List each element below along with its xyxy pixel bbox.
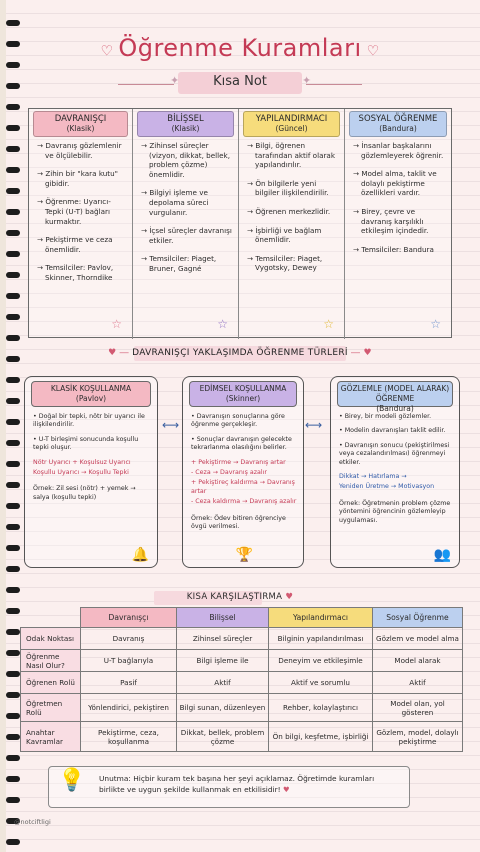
binding-ring [6,671,20,677]
comparison-cell: Gözlem ve model alma [373,628,463,650]
learning-type-point [33,436,151,453]
comparison-cell: Model olan, yol gösteren [373,694,463,722]
theory-point [353,207,447,236]
comparison-cell: Zihinsel süreçler [177,628,269,650]
theory-tag: (Klasik) [171,124,200,133]
binding-ring [6,482,20,488]
spiral-binding [6,0,20,852]
learning-type-tag: (Skinner) [225,394,261,403]
binding-ring [6,650,20,656]
bullet-icon: • [191,413,197,420]
theory-header [243,111,340,137]
binding-ring [6,272,20,278]
theory-point-text: Bilgiyi işleme ve depolama süreci vurgulanır. [149,188,209,217]
learning-type-example: Örnek: Ödev bitiren öğrenciye övgü verilmesi. [191,514,286,531]
author-handle: @notciftligi [14,818,51,826]
arrow-icon: → [141,141,150,150]
learning-type-name: GÖZLEMLE (MODEL ALARAK) ÖĞRENME [340,384,450,403]
learning-type-diagram [191,459,297,507]
comparison-cell: Ön bilgi, keşfetme, işbirliği [269,722,373,752]
learning-type-header [31,381,151,407]
learning-type-point-text: Sonuçlar davranışın gelecekte tekrarlanma olasılığını belirler. [191,435,292,452]
heart-icon: ― ♥ [351,348,372,358]
binding-ring [6,755,20,761]
theory-point [37,169,128,188]
learning-type-body [33,413,151,508]
star-icon: ☆ [217,317,228,331]
theory-point [141,188,234,217]
theory-column [133,109,239,339]
learning-type-body [191,413,297,537]
sparkle-icon: ✦ [302,74,312,87]
arrow-icon: → [353,206,362,216]
binding-ring [6,797,20,803]
comparison-cell: Pekiştirme, ceza, koşullanma [81,722,177,752]
binding-ring [6,209,20,215]
table-row [21,650,463,672]
theory-point [141,141,234,179]
binding-ring [6,776,20,782]
comparison-title [0,592,480,602]
theory-point [141,226,234,245]
double-arrow-icon: ⟷ [162,418,180,432]
theory-name: BİLİŞSEL [167,114,204,124]
theory-tag: (Klasik) [66,124,95,133]
learning-type-tag: (Bandura) [376,404,414,413]
learning-type-point [33,413,151,430]
table-row [21,628,463,650]
section-heading-text: DAVRANIŞÇI YAKLAŞIMDA ÖĞRENME TÜRLERİ [132,348,348,358]
reminder-note [48,766,410,808]
comparison-column-header: Bilişsel [177,608,269,628]
arrow-icon: → [37,263,46,273]
theory-point [141,254,234,273]
comparison-row-label: Öğrenen Rolü [21,672,81,694]
arrow-icon: → [37,141,46,150]
arrow-icon: → [247,253,256,263]
theory-points [141,141,234,283]
theory-point [247,141,340,170]
theory-point-text: Model alma, taklit ve dolaylı pekiştirme özellikleri vardır. [361,169,437,198]
theory-point [353,245,447,255]
learning-type-point-text: Modelin davranışları taklit edilir. [344,427,446,435]
theory-point [247,226,340,245]
binding-ring [6,335,20,341]
learning-type-point-text: Davranışın sonuçlarına göre öğrenme gerçekleşir. [191,413,285,429]
binding-ring [6,503,20,509]
learning-type-point [339,413,453,421]
diagram-line: - Ceza kaldırma → Davranış azalır [191,498,297,506]
page-title-wrap [0,34,480,62]
theory-point [37,263,128,282]
theory-points [37,141,128,292]
theory-point-text: Pekiştirme ve ceza önemlidir. [45,235,113,254]
learning-type-header [189,381,297,407]
comparison-cell: Yönlendirici, pekiştiren [81,694,177,722]
theory-point-text: İşbirliği ve bağlam önemlidir. [255,225,322,245]
comparison-row-label: Anahtar Kavramlar [21,722,81,752]
learning-type-card [330,376,460,568]
binding-ring [6,629,20,635]
theory-point [37,235,128,254]
page-title: Öğrenme Kuramları [118,34,362,62]
reminder-note-text: Unutma: Hiçbir kuram tek başına her şeyi açıklamaz. Öğretimde kuramları birlikte ve uygun şekilde kullanmak en etkilisidir! [99,774,375,794]
binding-ring [6,62,20,68]
binding-ring [6,545,20,551]
binding-ring [6,167,20,173]
arrow-icon: → [141,254,150,264]
binding-ring [6,20,20,26]
bullet-icon: • [33,435,39,443]
theory-point [37,141,128,160]
comparison-table [20,607,463,752]
theory-point-text: Zihin bir "kara kutu" gibidir. [45,169,118,188]
arrow-icon: → [37,169,46,179]
binding-ring [6,398,20,404]
binding-ring [6,146,20,152]
learning-type-diagram [33,459,151,478]
arrow-icon: → [37,235,46,245]
arrow-icon: → [141,188,150,198]
theory-point-text: İçsel süreçler davranışı etkiler. [149,226,232,245]
binding-ring [6,377,20,383]
comparison-cell: Bilginin yapılandırılması [269,628,373,650]
theory-point-text: Ön bilgilerle yeni bilgiler ilişkilendirilir. [255,178,329,198]
star-icon: ☆ [430,317,441,331]
learning-type-name: KLASİK KOŞULLANMA [50,384,132,393]
comparison-cell: Aktif [177,672,269,694]
learning-type-body [339,413,453,531]
bullet-icon: • [339,427,345,435]
theory-header [137,111,234,137]
comparison-cell: U-T bağlarıyla [81,650,177,672]
comparison-header-row [21,608,463,628]
theory-point-text: Öğrenme: Uyarıcı-Tepki (U-T) bağları kurmaktır. [45,197,111,226]
theory-name: SOSYAL ÖĞRENME [358,114,438,124]
binding-ring [6,461,20,467]
trophy-icon: 🏆 [235,547,253,563]
table-row [21,672,463,694]
theory-column [239,109,345,339]
theory-point-text: Davranış gözlemlenir ve ölçülebilir. [45,141,122,160]
theory-point [37,197,128,226]
arrow-icon: → [353,141,362,150]
comparison-cell: Pasif [81,672,177,694]
theory-header [349,111,447,137]
comparison-row-label: Öğrenme Nasıl Olur? [21,650,81,672]
page-subtitle: Kısa Not [213,74,267,89]
learning-type-point-text: Davranışın sonucu (pekiştirilmesi veya cezalandırılması) öğrenmeyi etkiler. [339,441,450,466]
comparison-cell: Aktif ve sorumlu [269,672,373,694]
arrow-icon: → [247,225,256,235]
diagram-line: Yeniden Üretme → Motivasyon [339,483,435,491]
table-row [21,722,463,752]
heart-icon: ♡ [366,43,380,60]
theory-point [247,207,340,217]
learning-type-example: Örnek: Öğretmenin problem çözme yöntemini öğrencinin gözlemleyip uygulaması. [339,499,451,524]
comparison-column-header: Davranışçı [81,608,177,628]
theory-point-text: Temsilciler: Piaget, Bruner, Gagné [149,254,217,273]
heart-icon: ♥ [285,592,294,602]
comparison-cell: Deneyim ve etkileşimle [269,650,373,672]
binding-ring [6,734,20,740]
binding-ring [6,713,20,719]
bullet-icon: • [33,413,39,420]
binding-ring [6,104,20,110]
comparison-cell: Bilgi işleme ile [177,650,269,672]
diagram-line: + Pekiştirme → Davranış artar [191,458,286,466]
bullet-icon: • [191,435,197,443]
learning-type-card [182,376,304,568]
section-heading [0,348,480,358]
binding-ring [6,125,20,131]
arrow-icon: → [353,169,362,179]
theory-name: DAVRANIŞÇI [54,114,107,124]
comparison-title-text: KISA KARŞILAŞTIRMA [186,592,283,602]
theory-tag: (Bandura) [379,124,417,133]
comparison-cell: Model alarak [373,650,463,672]
binding-ring [6,188,20,194]
lightbulb-icon: 💡 [58,768,86,793]
arrow-icon: → [37,197,46,207]
binding-ring [6,230,20,236]
theory-points [353,141,447,263]
theories-table [28,108,452,338]
arrow-icon: → [353,244,362,254]
heart-icon: ♡ [100,43,114,60]
theory-point-text: Bilgi, öğrenen tarafından aktif olarak yapılandırılır. [255,141,335,170]
binding-ring [6,293,20,299]
arrow-icon: → [247,141,256,150]
learning-type-diagram [339,473,453,492]
learning-type-example: Örnek: Zil sesi (nötr) + yemek → salya (koşullu tepki) [33,485,136,501]
diagram-line: - Ceza → Davranış azalır [191,469,268,477]
learning-type-point-text: Doğal bir tepki, nötr bir uyarıcı ile ilişkilendirilir. [33,413,145,429]
theory-point-text: Temsilciler: Piaget, Vygotsky, Dewey [255,253,323,273]
comparison-cell: Bilgi sunan, düzenleyen [177,694,269,722]
theory-point-text: Temsilciler: Pavlov, Skinner, Thorndike [45,263,114,282]
comparison-cell: Rehber, kolaylaştırıcı [269,694,373,722]
learning-type-point-text: U-T birleşimi sonucunda koşullu tepki oluşur. [33,435,139,452]
theory-name: YAPILANDIRMACI [255,114,328,124]
comparison-cell: Dikkat, bellek, problem çözme [177,722,269,752]
binding-ring [6,566,20,572]
arrow-icon: → [247,178,256,188]
star-icon: ☆ [323,317,334,331]
learning-type-header [337,381,453,413]
comparison-cell: Davranış [81,628,177,650]
double-arrow-icon: ⟷ [305,418,323,432]
learning-type-point [191,436,297,453]
binding-ring [6,314,20,320]
theory-point-text: Öğrenen merkezlidir. [255,206,331,216]
binding-ring [6,839,20,845]
bullet-icon: • [339,441,345,449]
theory-tag: (Güncel) [275,124,308,133]
diagram-line: Dikkat → Hatırlama → [339,473,407,481]
arrow-icon: → [247,206,256,216]
theory-column [29,109,133,339]
theory-points [247,141,340,282]
learning-type-card [24,376,158,568]
theory-point [247,179,340,198]
heart-icon: ♥ [282,785,290,794]
arrow-icon: → [141,226,150,236]
diagram-line: Nötr Uyarıcı + Koşulsuz Uyarıcı [33,458,131,466]
theory-point-text: Birey, çevre ve davranış karşılıklı etkileşim içindedir. [361,206,429,236]
binding-ring [6,692,20,698]
binding-ring [6,608,20,614]
learning-type-point [339,442,453,467]
theory-point [247,254,340,273]
diagram-line: + Pekiştireç kaldırma → Davranış artar [191,479,295,495]
theory-column [345,109,451,339]
empty-corner [21,608,81,628]
bell-icon: 🔔 [131,547,149,563]
comparison-column-header: Yapılandırmacı [269,608,373,628]
comparison-row-label: Öğretmen Rolü [21,694,81,722]
comparison-column-header: Sosyal Öğrenme [373,608,463,628]
binding-ring [6,440,20,446]
bullet-icon: • [339,413,345,420]
theory-point-text: Zihinsel süreçler (vizyon, dikkat, bellek, problem çözme) önemlidir. [149,141,230,179]
sparkle-icon: ✦ [170,74,180,87]
learning-type-point [191,413,297,430]
binding-ring [6,524,20,530]
table-row [21,694,463,722]
comparison-cell: Gözlem, model, dolaylı pekiştirme [373,722,463,752]
binding-ring [6,419,20,425]
binding-ring [6,251,20,257]
people-icon: 👥 [433,547,451,563]
learning-type-point-text: Birey, bir modeli gözlemler. [344,413,432,420]
learning-type-point [339,427,453,435]
diagram-line: Koşullu Uyarıcı → Koşullu Tepki [33,469,129,477]
theory-point [353,169,447,198]
learning-type-tag: (Pavlov) [75,394,107,403]
theory-point [353,141,447,160]
comparison-cell: Aktif [373,672,463,694]
theory-header [33,111,128,137]
learning-type-name: EDİMSEL KOŞULLANMA [199,384,287,393]
comparison-row-label: Odak Noktası [21,628,81,650]
theory-point-text: İnsanlar başkalarını gözlemleyerek öğrenir. [361,141,444,160]
star-icon: ☆ [111,317,122,331]
heart-icon: ♥ ― [108,348,133,358]
theory-point-text: Temsilciler: Bandura [361,244,434,254]
